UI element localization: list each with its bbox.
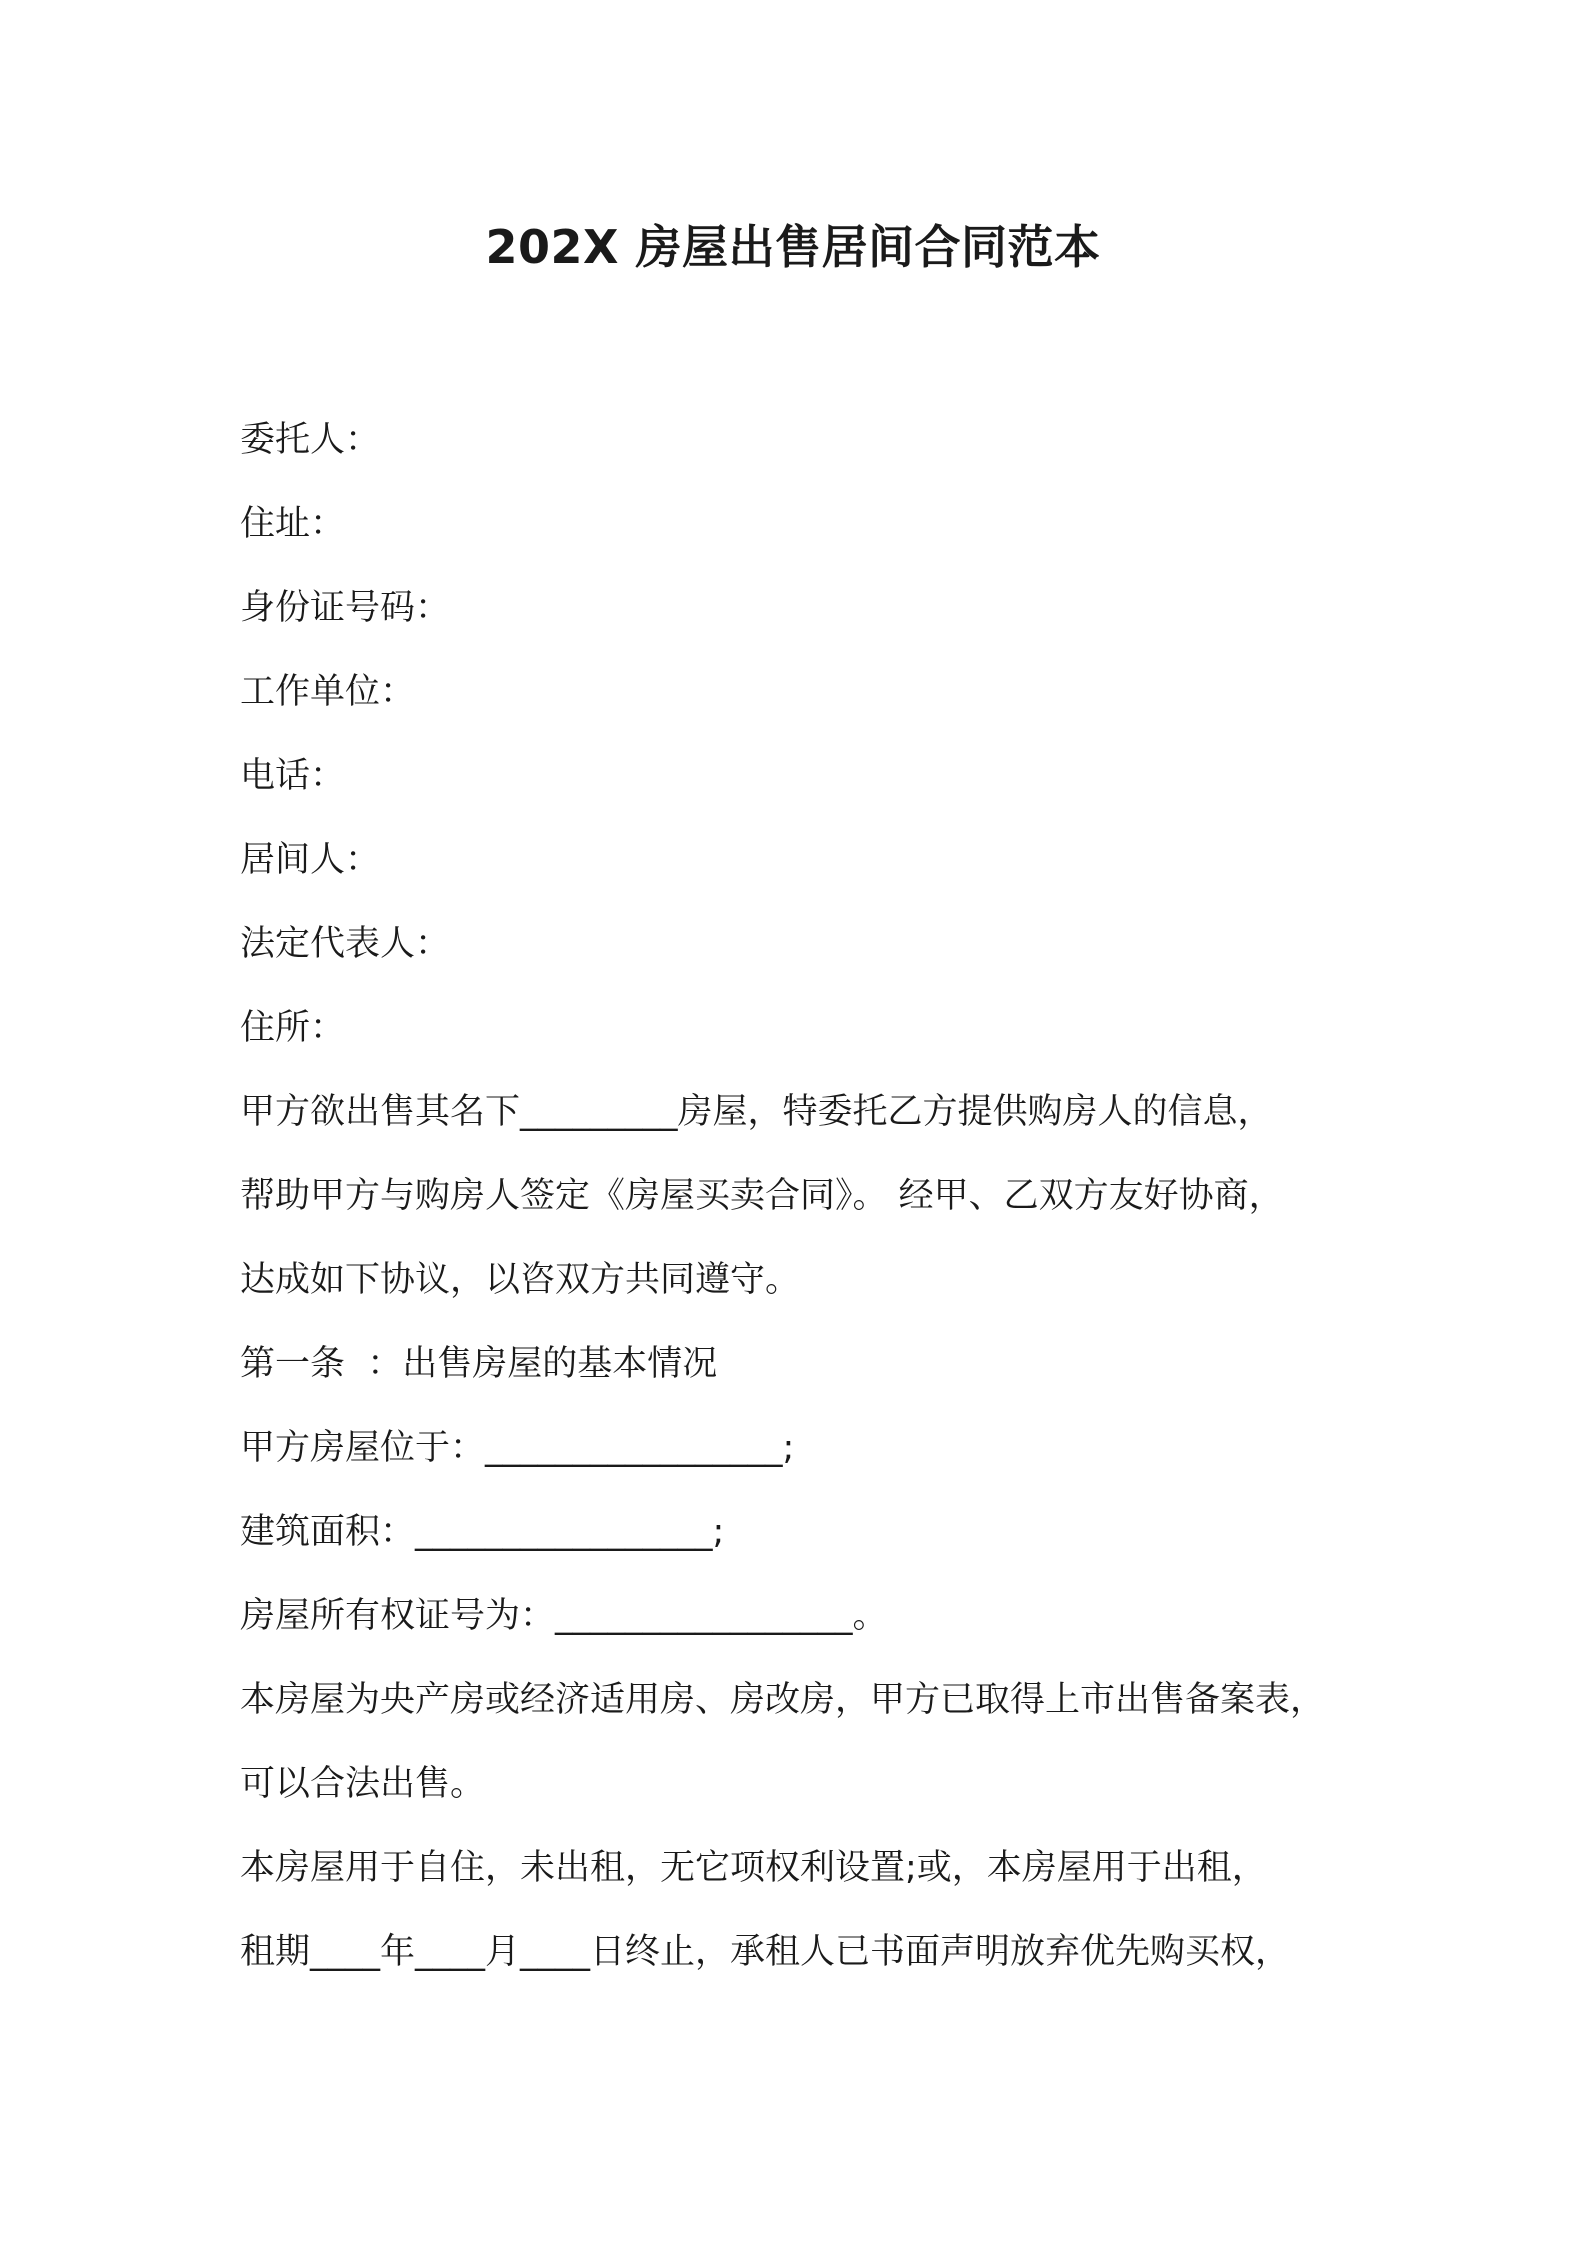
article-heading: 第一条 ：出售房屋的基本情况 <box>240 1344 718 1384</box>
paragraph-line: 达成如下协议，以咨双方共同遵守。 <box>240 1260 801 1300</box>
field-id-number: 身份证号码： <box>240 588 451 628</box>
document-title: 202X 房屋出售居间合同范本 <box>485 220 1101 274</box>
field-phone: 电话： <box>240 756 346 796</box>
field-intermediary: 居间人： <box>240 840 381 880</box>
paragraph-line: 帮助甲方与购房人签定《房屋买卖合同》。 经甲、乙双方友好协商， <box>240 1176 1284 1216</box>
field-ownership-certificate: 房屋所有权证号为：_________________。 <box>240 1596 888 1636</box>
paragraph-line: 本房屋为央产房或经济适用房、房改房，甲方已取得上市出售备案表， <box>240 1680 1326 1720</box>
field-building-area: 建筑面积：_________________; <box>240 1512 725 1552</box>
field-domicile: 住所： <box>240 1008 346 1048</box>
paragraph-line: 可以合法出售。 <box>240 1764 486 1804</box>
field-legal-representative: 法定代表人： <box>240 924 451 964</box>
paragraph-line: 租期____年____月____日终止，承租人已书面声明放弃优先购买权， <box>240 1932 1291 1972</box>
field-house-location: 甲方房屋位于：_________________; <box>240 1428 795 1468</box>
field-employer: 工作单位： <box>240 672 416 712</box>
field-client-address: 住址： <box>240 504 346 544</box>
paragraph-line: 甲方欲出售其名下_________房屋，特委托乙方提供购房人的信息， <box>240 1092 1273 1132</box>
paragraph-line: 本房屋用于自住，未出租，无它项权利设置;或，本房屋用于出租， <box>240 1848 1267 1888</box>
field-client: 委托人： <box>240 420 381 460</box>
